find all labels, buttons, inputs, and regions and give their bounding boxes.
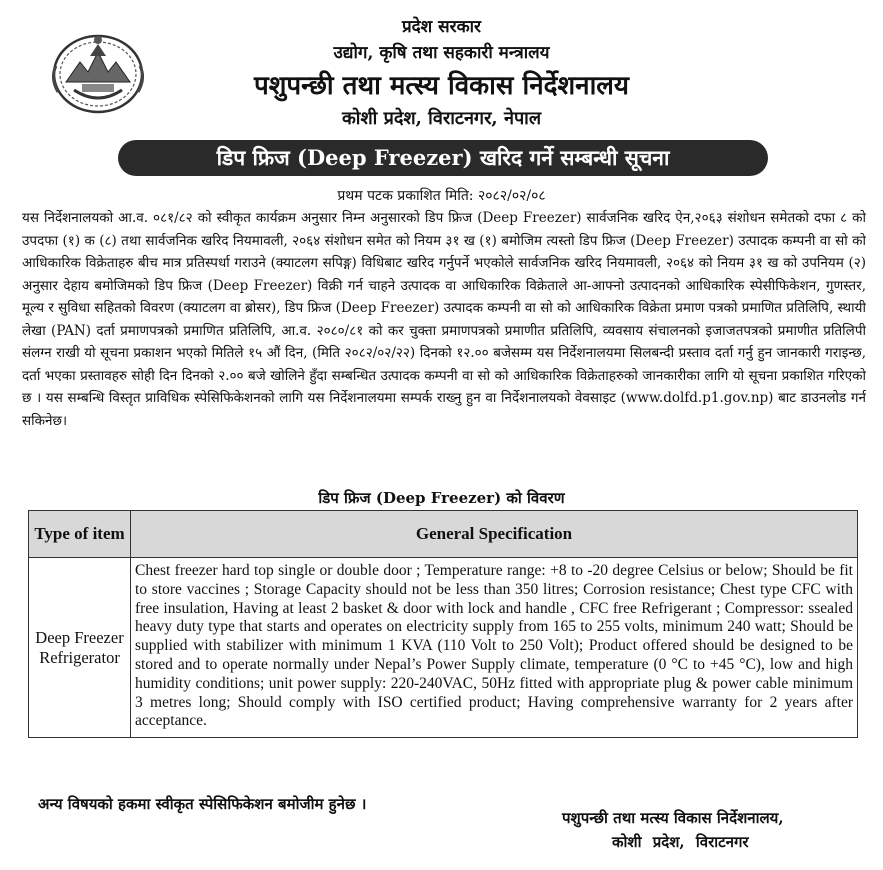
specification-cell: Chest freezer hard top single or double door ; Temperature range: +8 to -20 degree Celsius or below; Should be fit to store vaccines ; Storage Capacity should not be less than 350 litres; Corrosion resistance; Chest type CFC with free insulation, Having at least 2 basket & door with lock and handle , CFC free Refrigerant ; Compressor: ssealed heavy duty type that starts and operates on electricity supply from 165 to 255 volts, minimum 240 watt; Should be supplied with stabilizer with minimum 1 KVA (110 Volt to 250 Volt); Product offered should be designed to be stored and to operate normally under Nepal’s Power Supply climate, temperature (0 °C to +45 °C), low and high humidity conditions; unit power supply: 220-240VAC, 50Hz fitted with appropriate plug & power cable minimum 3 metres long; Should comply with ISO certified product; Having comprehensive warranty for 2 years after acceptance. bbox=[131, 558, 858, 738]
item-name-cell: Deep Freezer Refrigerator bbox=[29, 558, 131, 738]
ministry-heading: उद्योग, कृषि तथा सहकारी मन्त्रालय bbox=[333, 43, 550, 63]
signature-address: कोशी प्रदेश, विराटनगर bbox=[612, 833, 749, 851]
column-header-type-of-item: Type of item bbox=[29, 511, 131, 558]
notice-body: यस निर्देशनालयको आ.व. ०८१/८२ को स्वीकृत कार्यक्रम अनुसार निम्न अनुसारको डिप फ्रिज (Deep Freezer) सार्वजनिक खरिद ऐन,२०६३ संशोधन समेतको दफा ८ को उपदफा (१) क (८) तथा सार्वजनिक खरिद नियमावली, २०६४ संशोधन समेत को नियम ३१ ख (१) बमोजिम त्यस्तो डिप फ्रिज (Deep Freezer) उत्पादक कम्पनी वा सो को आधिकारिक विक्रेताहरु बीच मात्र प्रतिस्पर्धा गराउने (क्याटलग सपिङ्ग) विधिबाट खरिद गर्नुपर्ने भएकोले सार्वजनिक खरिद नियमावली, २०६४ को नियम ३१ ख को उपनियम (२) अनुसार देहाय बमोजिमको डिप फ्रिज (Deep Freezer) विक्री गर्न चाहने उत्पादक वा आधिकारिक विक्रेताले आ-आफ्नो उत्पादनको आधिकारिक स्पेसीफिकेशन, गुणस्तर, मूल्य र सुविधा सहितको विवरण (क्याटलग वा ब्रोसर), डिप फ्रिज (Deep Freezer) उत्पादक कम्पनी वा सो को आधिकारिक विक्रेता प्रमाण पत्रको प्रमाणित प्रतिलिपि, स्थायी लेखा (PAN) दर्ता प्रमाणपत्रको प्रमाणित प्रतिलिपि, आ.व. २०८०/८१ को कर चुक्ता प्रमाणपत्रको प्रमाणीत प्रतिलिपि, व्यवसाय संचालनको इजाजतपत्रको प्रमाणीत प्रतिलिपी संलग्न राखी यो सूचना प्रकाशन भएको मितिले १५ औं दिन, (मिति २०८२/०२/२२) दिनको १२.०० बजेसम्म यस निर्देशनालयमा सिलबन्दी प्रस्ताव दर्ता गर्नु हुन जानकारी गराइन्छ, दर्ता भएका प्रस्तावहरु सोही दिन दिनको २.०० बजे खोलिने हुँदा सम्बन्धित उत्पादक कम्पनी वा सो को आधिकारिक विक्रेताहरुको जानकारीका लागि यो सूचना प्रकाशित गरिएको छ । यस सम्बन्धि विस्तृत प्राविधिक स्पेसिफिकेशनको लागि यस निर्देशनालयमा सम्पर्क राख्नु हुन वा निर्देशनालयको वेवसाइट (www.dolfd.p1.gov.np) बाट डाउनलोड गर्न सकिनेछ। bbox=[22, 210, 866, 429]
spec-table-title: डिप फ्रिज (Deep Freezer) को विवरण bbox=[318, 489, 565, 507]
spec-table-header-row bbox=[29, 511, 858, 558]
published-date: प्रथम पटक प्रकाशित मिति: २०८२/०२/०८ bbox=[337, 188, 546, 204]
directorate-heading: पशुपन्छी तथा मत्स्य विकास निर्देशनालय bbox=[253, 71, 630, 101]
address-heading: कोशी प्रदेश, विराटनगर, नेपाल bbox=[341, 108, 542, 129]
notice-title-banner: डिप फ्रिज (Deep Freezer) खरिद गर्ने सम्बन्धी सूचना bbox=[118, 140, 768, 176]
column-header-general-specification: General Specification bbox=[131, 511, 858, 558]
province-government-heading: प्रदेश सरकार bbox=[401, 17, 482, 37]
spec-table bbox=[28, 510, 858, 738]
footer-note: अन्य विषयको हकमा स्वीकृत स्पेसिफिकेशन बमोजीम हुनेछ । bbox=[38, 795, 367, 813]
signature-office: पशुपन्छी तथा मत्स्य विकास निर्देशनालय, bbox=[562, 809, 784, 827]
table-row bbox=[29, 558, 858, 738]
